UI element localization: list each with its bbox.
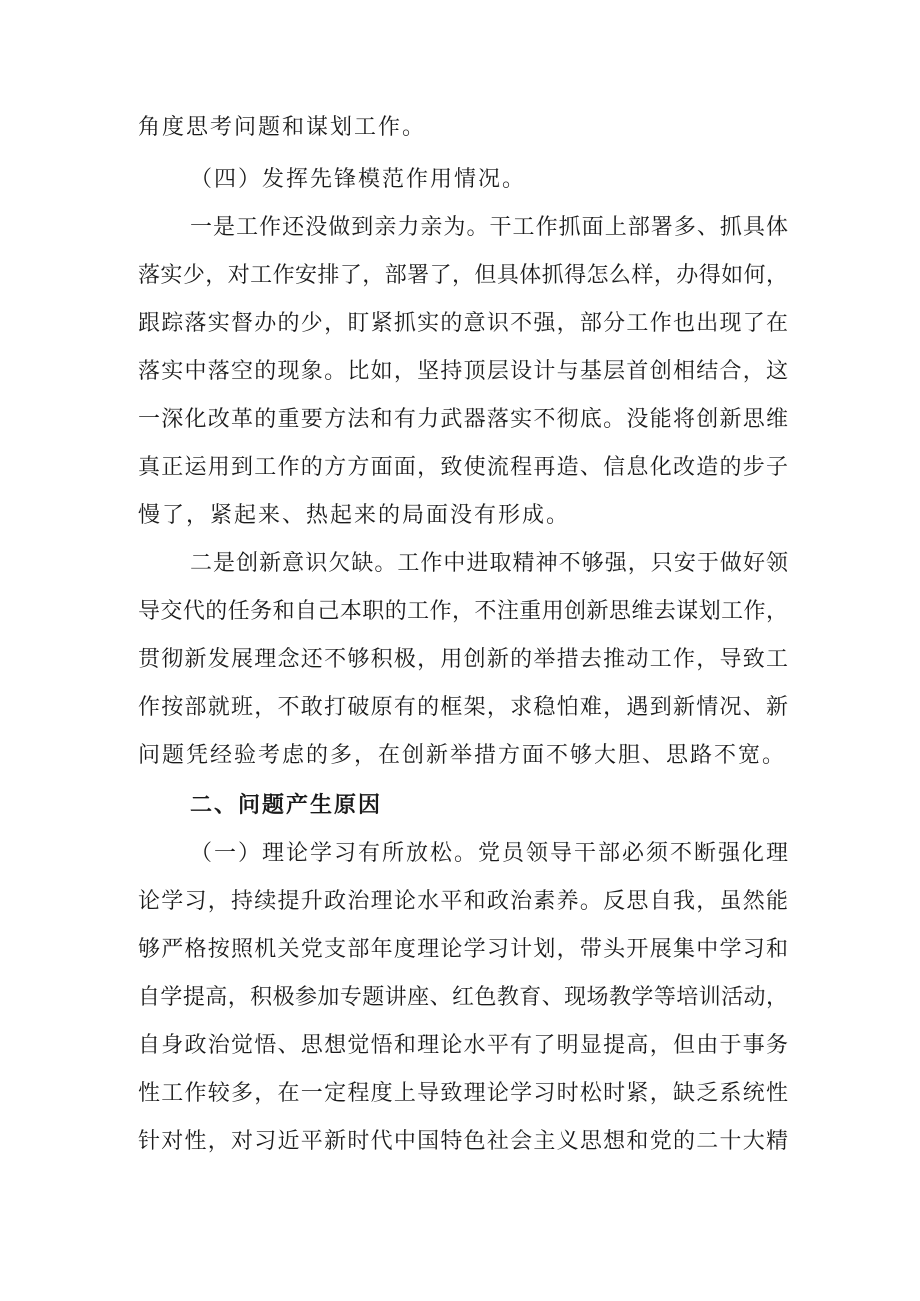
text-line: 角度思考问题和谋划工作。 [138, 115, 427, 140]
subheading-line: （四）发挥先锋模范作用情况。 [190, 167, 527, 192]
text-line: 二是创新意识欠缺。工作中进取精神不够强，只安于做好领 [190, 551, 788, 576]
text-line: 自身政治觉悟、思想觉悟和理论水平有了明显提高，但由于事务 [138, 1033, 788, 1058]
text-line: 够严格按照机关党支部年度理论学习计划，带头开展集中学习和 [138, 937, 788, 962]
text-line: 慢了，紧起来、热起来的局面没有形成。 [138, 503, 571, 528]
text-line: 一是工作还没做到亲力亲为。干工作抓面上部署多、抓具体 [190, 215, 788, 240]
text-line: 一深化改革的重要方法和有力武器落实不彻底。没能将创新思维 [138, 407, 788, 432]
text-line: 落实中落空的现象。比如，坚持顶层设计与基层首创相结合，这 [138, 359, 788, 384]
section-heading: 二、问题产生原因 [190, 793, 383, 818]
text-line: 真正运用到工作的方方面面，致使流程再造、信息化改造的步子 [138, 455, 788, 480]
text-line: 贯彻新发展理念还不够积极，用创新的举措去推动工作，导致工 [138, 647, 788, 672]
text-line: 问题凭经验考虑的多，在创新举措方面不够大胆、思路不宽。 [138, 743, 787, 768]
text-line: 落实少，对工作安排了，部署了，但具体抓得怎么样，办得如何， [138, 263, 788, 288]
text-line: 作按部就班，不敢打破原有的框架，求稳怕难，遇到新情况、新 [138, 695, 788, 720]
text-line: 自学提高，积极参加专题讲座、红色教育、现场教学等培训活动， [138, 985, 788, 1010]
text-line: 针对性，对习近平新时代中国特色社会主义思想和党的二十大精 [138, 1129, 788, 1154]
text-line: 性工作较多，在一定程度上导致理论学习时松时紧，缺乏系统性 [138, 1081, 788, 1106]
text-line: 论学习，持续提升政治理论水平和政治素养。反思自我，虽然能 [138, 889, 788, 914]
text-line: 跟踪落实督办的少，盯紧抓实的意识不强，部分工作也出现了在 [138, 311, 788, 336]
text-line: 导交代的任务和自己本职的工作，不注重用创新思维去谋划工作， [138, 599, 788, 624]
text-line: （一）理论学习有所放松。党员领导干部必须不断强化理 [190, 841, 788, 866]
